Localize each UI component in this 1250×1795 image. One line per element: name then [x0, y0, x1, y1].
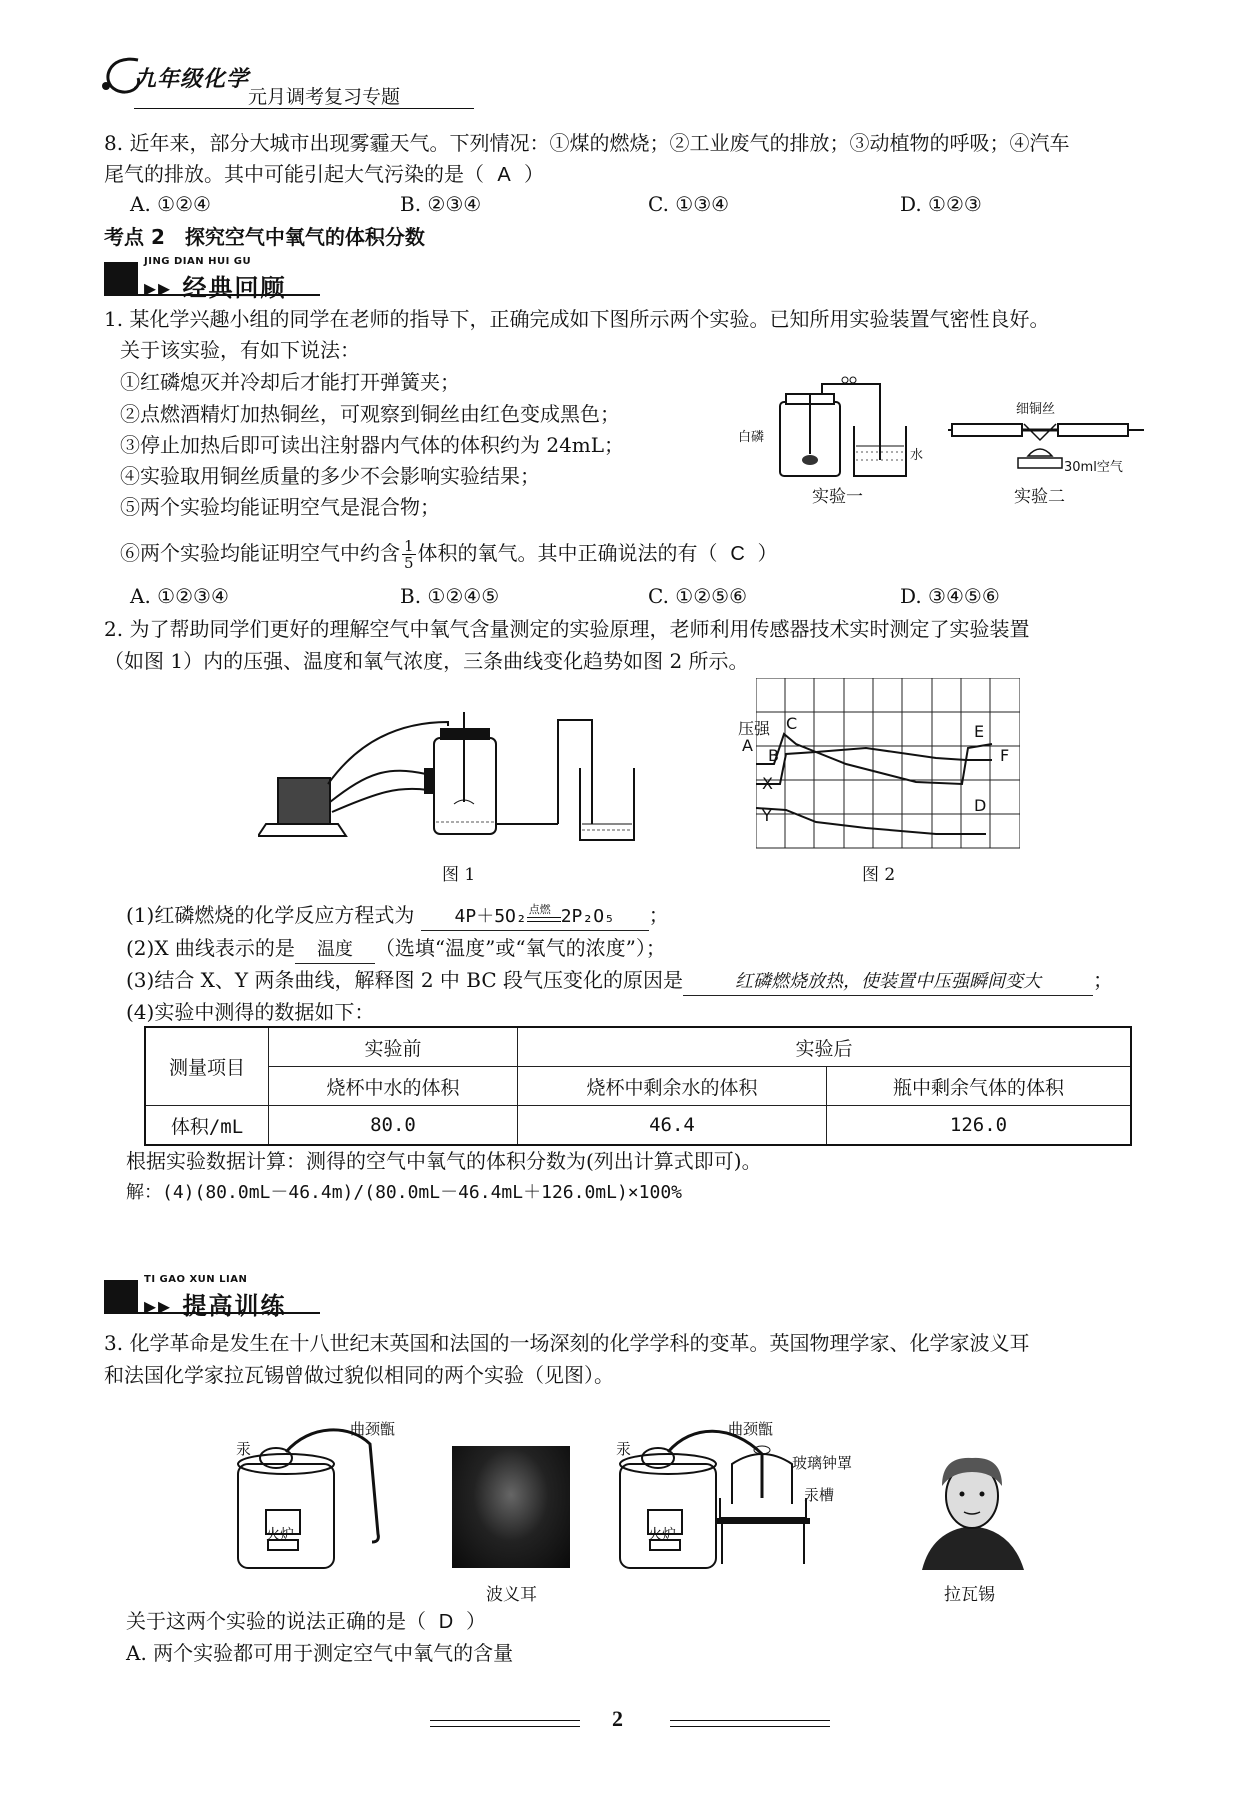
q2-part-2-answer: 温度 [295, 937, 375, 964]
header-underline [134, 108, 474, 109]
lavoisier-apparatus [612, 1414, 835, 1574]
section-pinyin: TI GAO XUN LIAN [144, 1274, 248, 1285]
q1-option-a: A. ①②③④ [130, 584, 229, 608]
graph-label-a: A [742, 736, 753, 755]
header [98, 52, 478, 108]
measurement-table [144, 1026, 1132, 1146]
q1-statement-3: ③停止加热后即可读出注射器内气体的体积约为 24mL； [120, 433, 625, 457]
section-block [104, 1280, 138, 1312]
q1-statement-2: ②点燃酒精灯加热铜丝，可观察到铜丝由红色变成黑色； [120, 402, 620, 426]
graph-label-x: X [762, 774, 773, 793]
q2-part-3: (3)结合 X、Y 两条曲线，解释图 2 中 BC 段气压变化的原因是 红磷燃烧放热，使装置中压强瞬间变大 ； [126, 967, 1113, 996]
section-advanced-training [104, 1274, 324, 1320]
q1-answer: C [730, 543, 745, 565]
boyle-portrait [452, 1446, 570, 1568]
q1-option-d: D. ③④⑤⑥ [900, 584, 1000, 608]
boyle-label-furnace: 火炉 [266, 1527, 294, 1543]
label-copper-wire: 细铜丝 [1016, 402, 1056, 417]
footer-rule-left [430, 1720, 580, 1727]
header-subtitle: 元月调考复习专题 [248, 86, 401, 108]
q8-option-a: A. ①②④ [130, 192, 211, 216]
lavoisier-portrait [912, 1446, 1034, 1570]
table-col-3: 瓶中剩余气体的体积 [827, 1067, 1132, 1106]
experiment-one-figure [730, 370, 930, 480]
q3-question: 关于这两个实验的说法正确的是（ D ） [126, 1609, 486, 1633]
q8-option-b: B. ②③④ [400, 192, 482, 216]
q2-part-1-answer: 4P＋5O₂ 点燃 2P₂O₅ [421, 904, 649, 931]
figure-1-caption: 图 1 [442, 865, 476, 885]
q1-line2: 关于该实验，有如下说法： [120, 338, 360, 362]
topic-2-heading: 考点 2 探究空气中氧气的体积分数 [104, 225, 425, 249]
graph-label-e: E [974, 722, 985, 741]
q2-part-1: (1)红磷燃烧的化学反应方程式为 4P＋5O₂ 点燃 2P₂O₅ ； [126, 902, 669, 931]
figure-1-apparatus [258, 712, 668, 852]
table-value-2: 46.4 [518, 1106, 827, 1146]
label-white-phosphorus: 白磷 [738, 430, 765, 445]
q8-answer: A [497, 164, 511, 186]
q1-statement-6: ⑥两个实验均能证明空气中约含 $\frac{1}{5}$ 体积的氧气。其中正确说法的有（ C ） [120, 537, 778, 572]
q1-option-b: B. ①②④⑤ [400, 584, 500, 608]
q2-part-3-answer: 红磷燃烧放热，使装置中压强瞬间变大 [683, 969, 1093, 996]
q1-statement-4: ④实验取用铜丝质量的多少不会影响实验结果； [120, 464, 540, 488]
q3-line2: 和法国化学家拉瓦锡曾做过貌似相同的两个实验（见图）。 [104, 1363, 614, 1387]
q8-option-d: D. ①②③ [900, 192, 982, 216]
section-title: ▸▸ 经典回顾 [144, 274, 287, 302]
q8-line1: 8. 近年来，部分大城市出现雾霾天气。下列情况：①煤的燃烧；②工业废气的排放；③动植物的呼吸；④汽车 [104, 131, 1070, 155]
footer-rule-right [670, 1720, 830, 1727]
q2-calc-prompt: 根据实验数据计算：测得的空气中氧气的体积分数为(列出计算式即可)。 [126, 1149, 762, 1173]
fraction-one-fifth: $\frac{1}{5}$ [404, 537, 414, 572]
experiment-two-caption: 实验二 [1014, 487, 1065, 507]
lavoisier-name: 拉瓦锡 [944, 1585, 995, 1605]
graph-label-pressure: 压强 [738, 719, 771, 738]
table-row-header: 测量项目 [145, 1027, 269, 1106]
q1-option-c: C. ①②⑤⑥ [648, 584, 748, 608]
header-brand: 九年级化学 [134, 67, 250, 92]
q1-statement-1: ①红磷熄灭并冷却后才能打开弹簧夹； [120, 370, 460, 394]
q2-solution: 解：(4)(80.0mL－46.4m)/(80.0mL－46.4mL＋126.0mL)×100% [126, 1182, 682, 1203]
table-value-1: 80.0 [269, 1106, 518, 1146]
graph-label-f: F [1000, 746, 1010, 765]
q8-line2: 尾气的排放。其中可能引起大气污染的是（ A ） [104, 162, 544, 186]
q2-part-4: (4)实验中测得的数据如下： [126, 1000, 375, 1024]
label-30ml-air: 30ml空气 [1064, 460, 1123, 475]
experiment-one-caption: 实验一 [812, 487, 863, 507]
q1-statement-5: ⑤两个实验均能证明空气是混合物； [120, 495, 440, 519]
lavoisier-label-mercury: 汞 [616, 1440, 632, 1458]
q3-answer: D [438, 1611, 454, 1633]
table-value-3: 126.0 [827, 1106, 1132, 1146]
boyle-label-retort: 曲颈甑 [350, 1420, 396, 1438]
table-col-2: 烧杯中剩余水的体积 [518, 1067, 827, 1106]
q2-part-2: (2)X 曲线表示的是 温度 （选填“温度”或“氧气的浓度”）； [126, 935, 666, 964]
q1-line1: 1. 某化学兴趣小组的同学在老师的指导下，正确完成如下图所示两个实验。已知所用实验装置气密性良好。 [104, 307, 1050, 331]
boyle-name: 波义耳 [486, 1585, 537, 1605]
lavoisier-label-furnace: 火炉 [648, 1527, 676, 1543]
lavoisier-label-trough: 汞槽 [804, 1486, 835, 1504]
section-pinyin: JING DIAN HUI GU [144, 256, 252, 267]
graph-label-d: D [974, 796, 987, 815]
table-before: 实验前 [269, 1027, 518, 1067]
boyle-label-mercury: 汞 [236, 1440, 252, 1458]
q2-line2: （如图 1）内的压强、温度和氧气浓度，三条曲线变化趋势如图 2 所示。 [104, 649, 749, 673]
figure-2-graph [756, 678, 1020, 850]
page-number: 2 [612, 1706, 623, 1731]
section-underline [104, 294, 320, 296]
label-water: 水 [910, 448, 924, 463]
q3-line1: 3. 化学革命是发生在十八世纪末英国和法国的一场深刻的化学学科的变革。英国物理学家、化学家波义耳 [104, 1331, 1030, 1355]
section-block [104, 262, 138, 294]
q3-option-a: A. 两个实验都可用于测定空气中氧气的含量 [126, 1641, 514, 1665]
lavoisier-label-bell-jar: 玻璃钟罩 [792, 1454, 853, 1472]
figure-2-caption: 图 2 [862, 865, 896, 885]
q8-option-c: C. ①③④ [648, 192, 730, 216]
section-underline [104, 1312, 320, 1314]
table-after: 实验后 [518, 1027, 1132, 1067]
graph-label-b: B [768, 746, 779, 765]
graph-label-y: Y [762, 806, 772, 825]
section-title: ▸▸ 提高训练 [144, 1292, 287, 1320]
section-classic-review [104, 256, 324, 302]
q2-line1: 2. 为了帮助同学们更好的理解空气中氧气含量测定的实验原理，老师利用传感器技术实时测定了实验装置 [104, 617, 1030, 641]
table-col-1: 烧杯中水的体积 [269, 1067, 518, 1106]
graph-label-c: C [786, 714, 798, 733]
lavoisier-label-retort: 曲颈甑 [728, 1420, 774, 1438]
table-row-label: 体积/mL [145, 1106, 269, 1146]
